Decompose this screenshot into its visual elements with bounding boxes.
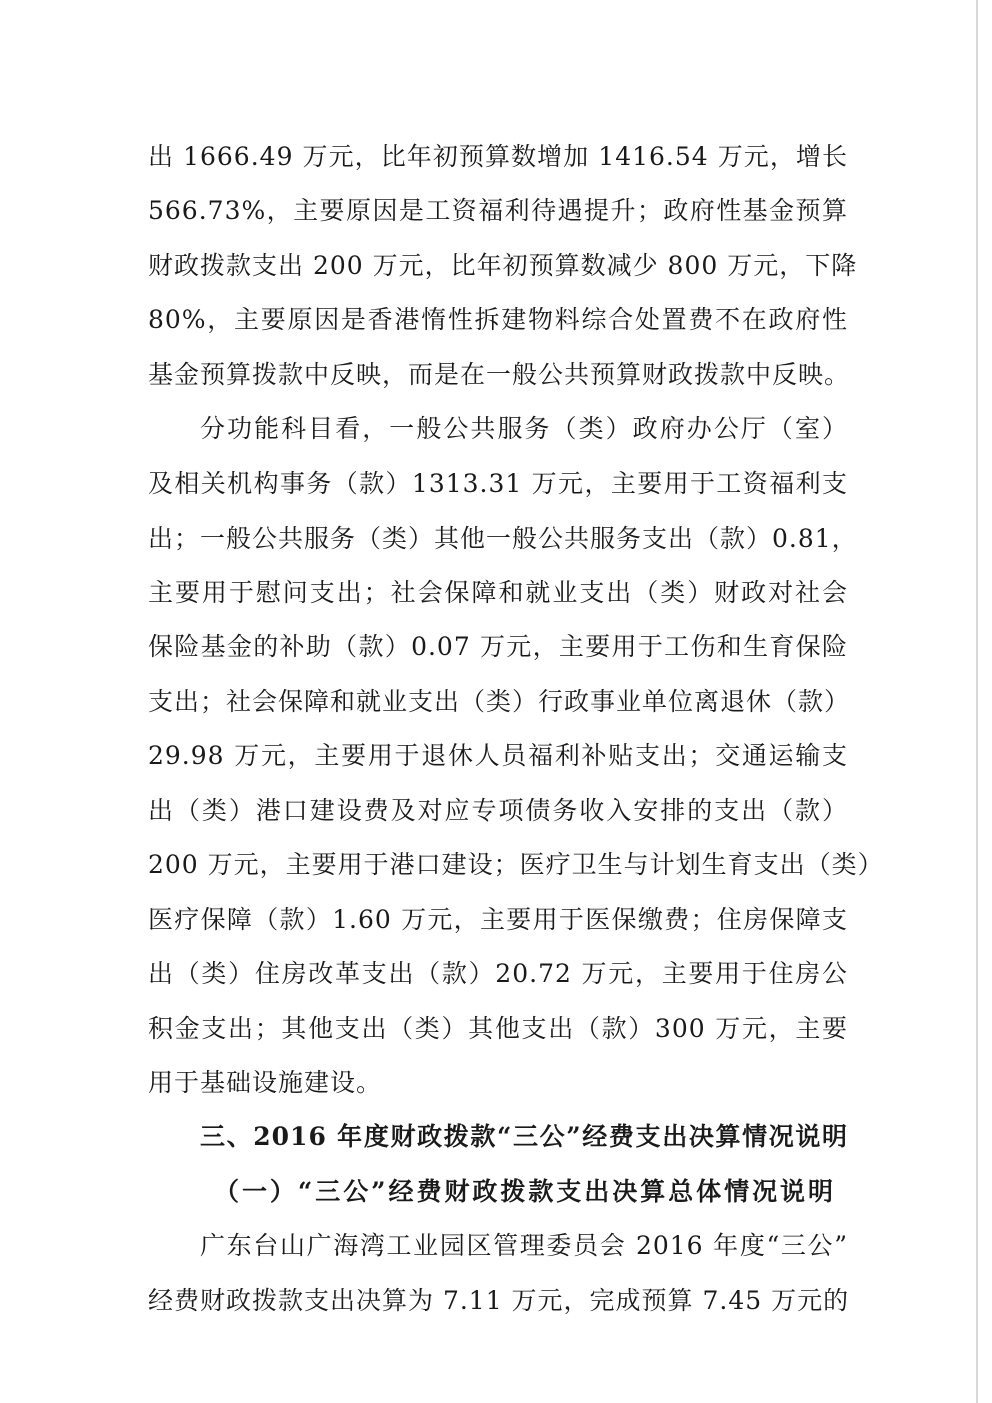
paragraph-line: 29.98 万元，主要用于退休人员福利补贴支出；交通运输支 [148, 741, 848, 770]
paragraph-line: 医疗保障（款）1.60 万元，主要用于医保缴费；住房保障支 [148, 905, 848, 934]
paragraph-line: 经费财政拨款支出决算为 7.11 万元，完成预算 7.45 万元的 [148, 1286, 850, 1315]
paragraph-line: 保险基金的补助（款）0.07 万元，主要用于工伤和生育保险 [148, 632, 848, 661]
paragraph-line: 及相关机构事务（款）1313.31 万元，主要用于工资福利支 [148, 469, 848, 498]
paragraph-line: 分功能科目看，一般公共服务（类）政府办公厅（室） [200, 414, 848, 443]
section-heading: 三、2016 年度财政拨款“三公”经费支出决算情况说明 [200, 1122, 848, 1151]
paragraph-line: 出 1666.49 万元，比年初预算数增加 1416.54 万元，增长 [148, 142, 848, 171]
paragraph-line: 出；一般公共服务（类）其他一般公共服务支出（款）0.81， [148, 524, 858, 553]
paragraph-line: 广东台山广海湾工业园区管理委员会 2016 年度“三公” [200, 1231, 848, 1260]
paragraph-line: 566.73%，主要原因是工资福利待遇提升；政府性基金预算 [148, 196, 848, 225]
paragraph-line: 出（类）港口建设费及对应专项债务收入安排的支出（款） [148, 796, 848, 825]
paragraph-line: 财政拨款支出 200 万元，比年初预算数减少 800 万元，下降 [148, 251, 858, 280]
paragraph-line: 支出；社会保障和就业支出（类）行政事业单位离退休（款） [148, 687, 851, 716]
paragraph-line: 积金支出；其他支出（类）其他支出（款）300 万元，主要 [148, 1014, 848, 1043]
paragraph-line: 出（类）住房改革支出（款）20.72 万元，主要用于住房公 [148, 959, 848, 988]
paragraph-line: 主要用于慰问支出；社会保障和就业支出（类）财政对社会 [148, 578, 848, 607]
paragraph-line: 用于基础设施建设。 [148, 1068, 383, 1097]
paragraph-line: 200 万元，主要用于港口建设；医疗卫生与计划生育支出（类） [148, 850, 884, 879]
scan-edge-line [976, 0, 978, 1403]
paragraph-line: 基金预算拨款中反映，而是在一般公共预算财政拨款中反映。 [148, 360, 851, 389]
subsection-heading: （一）“三公”经费财政拨款支出决算总体情况说明 [214, 1177, 834, 1206]
paragraph-line: 80%，主要原因是香港惰性拆建物料综合处置费不在政府性 [148, 305, 848, 334]
